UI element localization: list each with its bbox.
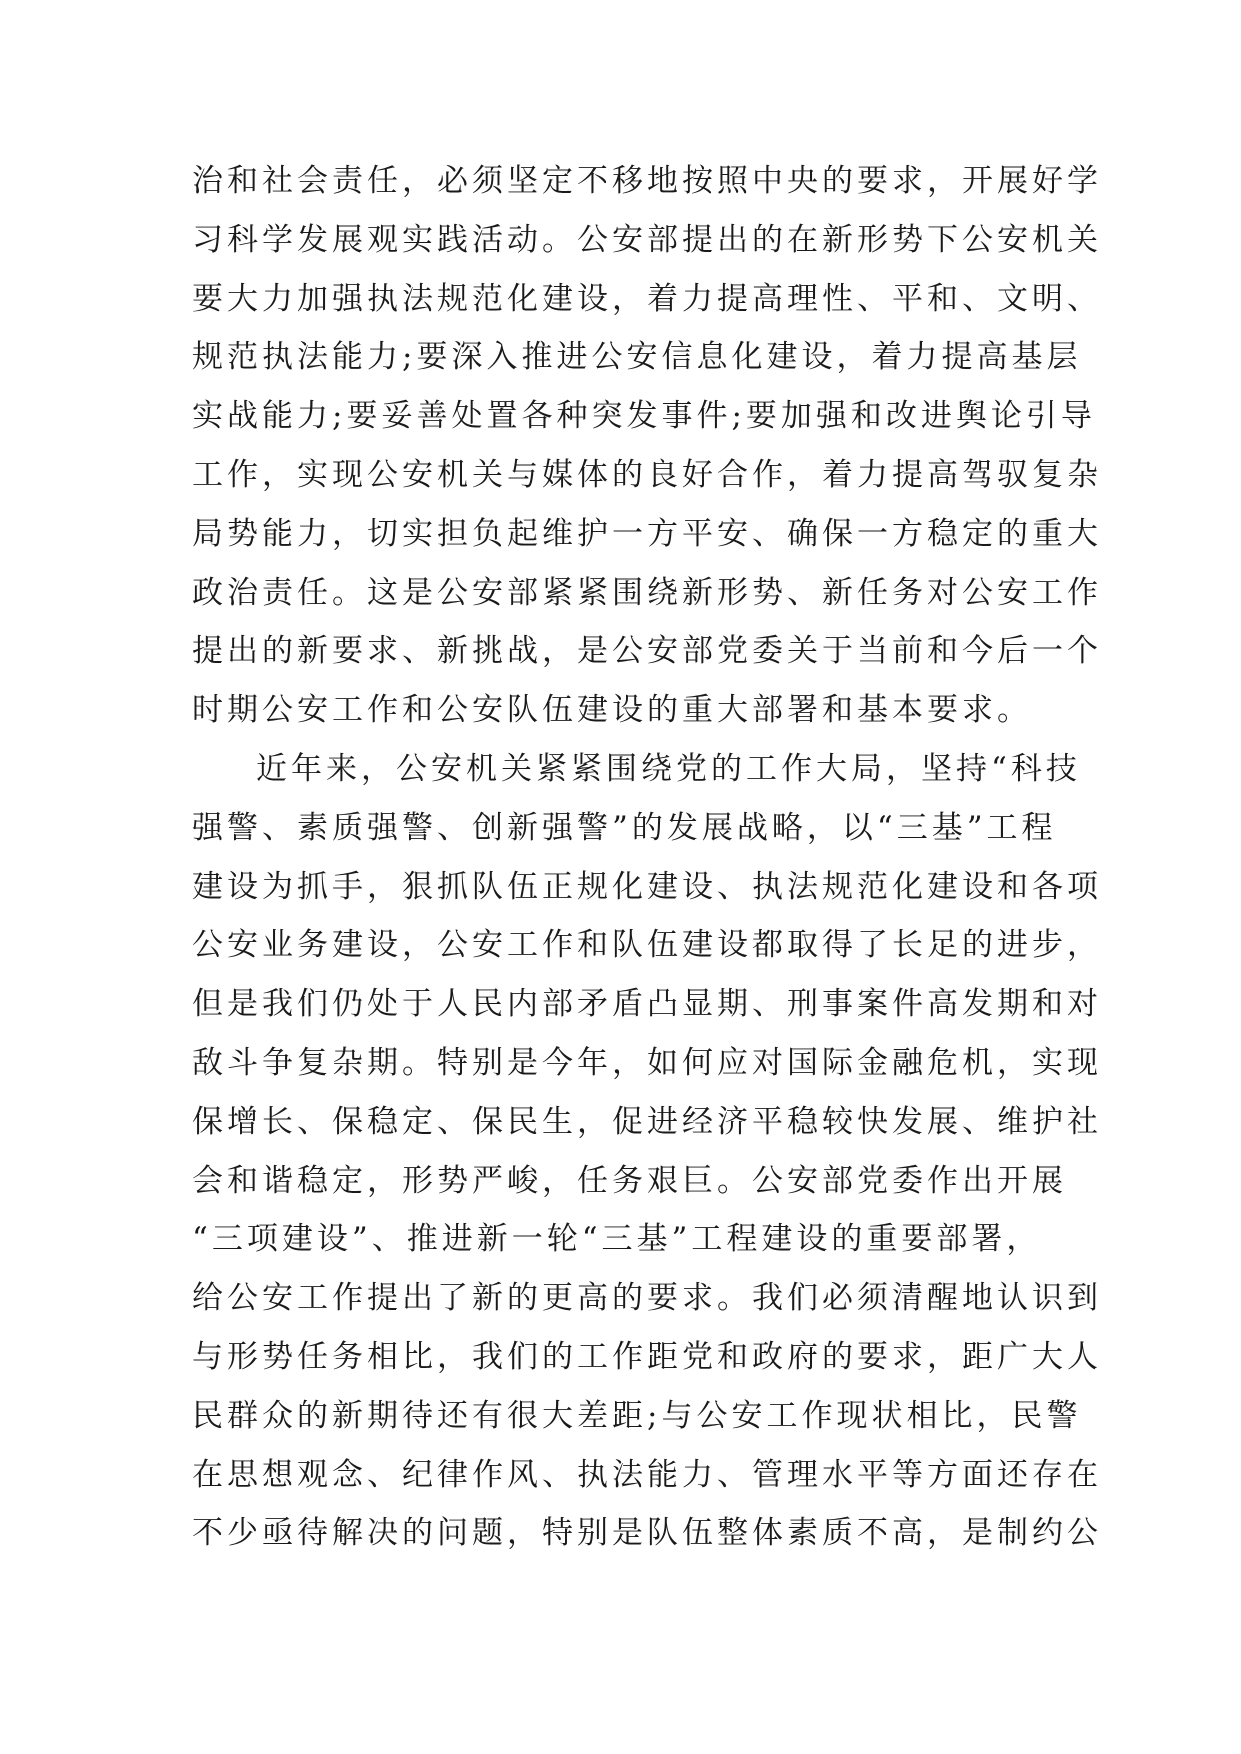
text-line: 民群众的新期待还有很大差距;与公安工作现状相比，民警	[192, 1397, 1082, 1434]
body-text	[192, 152, 1102, 1563]
text-line: 治和社会责任，必须坚定不移地按照中央的要求，开展好学	[192, 163, 1102, 199]
text-line: 公安业务建设，公安工作和队伍建设都取得了长足的进步，	[192, 927, 1102, 964]
text-line: 强警、素质强警、创新强警”的发展战略，以“三基”工程	[192, 809, 1057, 846]
text-line: 要大力加强执法规范化建设，着力提高理性、平和、文明、	[192, 280, 1102, 317]
text-line: 敌斗争复杂期。特别是今年，如何应对国际金融危机，实现	[192, 1044, 1102, 1081]
text-line: 政治责任。这是公安部紧紧围绕新形势、新任务对公安工作	[192, 574, 1102, 611]
text-line: 不少亟待解决的问题，特别是队伍整体素质不高，是制约公	[192, 1515, 1102, 1552]
text-line: 与形势任务相比，我们的工作距党和政府的要求，距广大人	[192, 1338, 1102, 1375]
paragraph-first-line: 近年来，公安机关紧紧围绕党的工作大局，坚持“科技	[256, 750, 1081, 787]
text-line: 给公安工作提出了新的更高的要求。我们必须清醒地认识到	[192, 1280, 1102, 1317]
text-line: 会和谐稳定，形势严峻，任务艰巨。公安部党委作出开展	[192, 1162, 1067, 1199]
text-line: 时期公安工作和公安队伍建设的重大部署和基本要求。	[192, 692, 1032, 729]
text-line: 建设为抓手，狠抓队伍正规化建设、执法规范化建设和各项	[192, 868, 1102, 905]
text-line: 提出的新要求、新挑战，是公安部党委关于当前和今后一个	[192, 633, 1102, 670]
text-line: 但是我们仍处于人民内部矛盾凸显期、刑事案件高发期和对	[192, 986, 1102, 1023]
text-line: 局势能力，切实担负起维护一方平安、确保一方稳定的重大	[192, 515, 1102, 552]
text-line: 规范执法能力;要深入推进公安信息化建设，着力提高基层	[192, 339, 1082, 376]
text-line: 工作，实现公安机关与媒体的良好合作，着力提高驾驭复杂	[192, 456, 1102, 493]
text-line: 在思想观念、纪律作风、执法能力、管理水平等方面还存在	[192, 1456, 1102, 1493]
text-line: 习科学发展观实践活动。公安部提出的在新形势下公安机关	[192, 221, 1102, 258]
text-line: “三项建设”、推进新一轮“三基”工程建设的重要部署，	[192, 1221, 1042, 1258]
text-line: 实战能力;要妥善处置各种突发事件;要加强和改进舆论引导	[192, 398, 1096, 435]
text-line: 保增长、保稳定、保民生，促进经济平稳较快发展、维护社	[192, 1103, 1102, 1140]
